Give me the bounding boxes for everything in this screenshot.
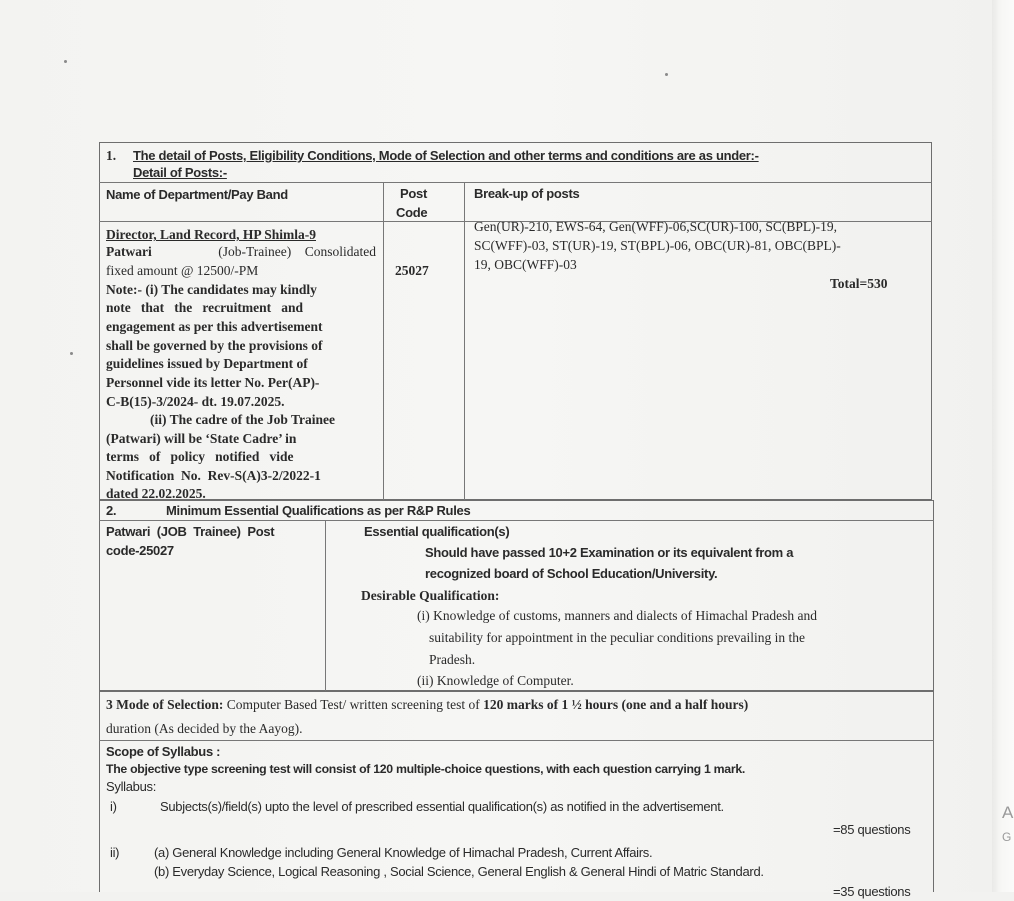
section1-number: 1.	[106, 148, 117, 163]
col-divider	[325, 520, 326, 691]
syllabus-item-count: =85 questions	[833, 822, 911, 837]
post-title-rest: (Job-Trainee) Consolidated	[218, 244, 376, 259]
scan-speck	[70, 352, 73, 355]
note-line: Note:- (i) The candidates may kindly	[106, 282, 317, 297]
section1-subheading: Detail of Posts:-	[133, 165, 227, 180]
post-title-line	[106, 242, 376, 261]
breakup-line: Gen(UR)-210, EWS-64, Gen(WFF)-06,SC(UR)-100, SC(BPL)-19,	[474, 219, 837, 234]
col-header-code: Code	[396, 205, 428, 220]
mode-label: 3 Mode of Selection:	[106, 697, 224, 712]
note-line: terms of policy notified vide	[106, 449, 294, 464]
desirable-line: Pradesh.	[429, 652, 476, 667]
syllabus-item-line: (b) Everyday Science, Logical Reasoning , Social Science, General English & General Hindi of Matric Standard.	[154, 864, 764, 879]
note-line: dated 22.02.2025.	[106, 486, 206, 501]
mode-line2: duration (As decided by the Aayog).	[106, 721, 303, 736]
col-divider	[383, 182, 384, 500]
header-divider	[99, 182, 932, 183]
desirable-line: (i) Knowledge of customs, manners and dialects of Himachal Pradesh and	[417, 608, 818, 623]
note-line: Notification No. Rev-S(A)3-2/2022-1	[106, 468, 321, 483]
essential-label: Essential qualification(s)	[364, 524, 510, 539]
syllabus-intro: The objective type screening test will consist of 120 multiple-choice questions, with each question carrying 1 mark.	[106, 762, 745, 776]
post-title: Patwari	[106, 244, 152, 259]
syllabus-item-numeral: ii)	[110, 845, 120, 860]
adjacent-page-glyph: G	[1002, 830, 1012, 844]
syllabus-item-count: =35 questions	[833, 884, 911, 899]
section1-heading: The detail of Posts, Eligibility Conditions, Mode of Selection and other terms and conditions are as under:-	[133, 148, 759, 163]
col-divider	[464, 182, 465, 500]
breakup-line: SC(WFF)-03, ST(UR)-19, ST(BPL)-06, OBC(UR)-81, OBC(BPL)-	[474, 238, 841, 253]
section2-number: 2.	[106, 503, 117, 518]
mode-text: Computer Based Test/ written screening test of	[223, 697, 484, 712]
mode-marks: 120 marks of 1 ½ hours (one and a half hours)	[483, 697, 749, 712]
syllabus-item-line: (a) General Knowledge including General Knowledge of Himachal Pradesh, Current Affairs.	[154, 845, 653, 860]
note-line: Personnel vide its letter No. Per(AP)-	[106, 375, 320, 390]
col-header-post: Post	[400, 186, 427, 201]
desirable-line: (ii) Knowledge of Computer.	[417, 673, 574, 688]
note-line: C-B(15)-3/2024- dt. 19.07.2025.	[106, 394, 285, 409]
note-line: shall be governed by the provisions of	[106, 338, 323, 353]
essential-line: recognized board of School Education/University.	[425, 566, 718, 581]
scan-speck	[64, 60, 67, 63]
pay-amount: fixed amount @ 12500/-PM	[106, 263, 259, 278]
post-name-line: Patwari (JOB Trainee) Post	[106, 524, 275, 539]
desirable-label: Desirable Qualification:	[361, 588, 500, 603]
note-line: (Patwari) will be ‘State Cadre’ in	[106, 431, 297, 446]
col-header-department: Name of Department/Pay Band	[106, 187, 288, 202]
note-line: engagement as per this advertisement	[106, 319, 323, 334]
scan-speck	[665, 73, 668, 76]
note-line: note that the recruitment and	[106, 300, 303, 315]
syllabus-item-line: Subjects(s)/field(s) upto the level of prescribed essential qualification(s) as notified in the advertisement.	[160, 799, 724, 814]
breakup-line: 19, OBC(WFF)-03	[474, 257, 577, 272]
row-divider	[99, 740, 934, 741]
mode-of-selection	[106, 695, 748, 714]
syllabus-heading: Scope of Syllabus :	[106, 744, 221, 759]
post-code-value: 25027	[395, 263, 429, 278]
adjacent-page-glyph: A	[1002, 803, 1014, 822]
post-name-line: code-25027	[106, 543, 174, 558]
department-name: Director, Land Record, HP Shimla-9	[106, 227, 316, 242]
desirable-line: suitability for appointment in the peculiar conditions prevailing in the	[429, 630, 806, 645]
col-header-breakup: Break-up of posts	[474, 186, 580, 201]
note-line: guidelines issued by Department of	[106, 356, 308, 371]
note-line: (ii) The cadre of the Job Trainee	[150, 412, 335, 427]
syllabus-label: Syllabus:	[106, 779, 157, 794]
page-edge-shadow	[992, 0, 1014, 892]
section2-heading: Minimum Essential Qualifications as per R&P Rules	[166, 503, 471, 518]
total-posts: Total=530	[830, 276, 888, 291]
essential-line: Should have passed 10+2 Examination or its equivalent from a	[425, 545, 794, 560]
syllabus-item-numeral: i)	[110, 799, 117, 814]
row-divider	[99, 520, 934, 521]
